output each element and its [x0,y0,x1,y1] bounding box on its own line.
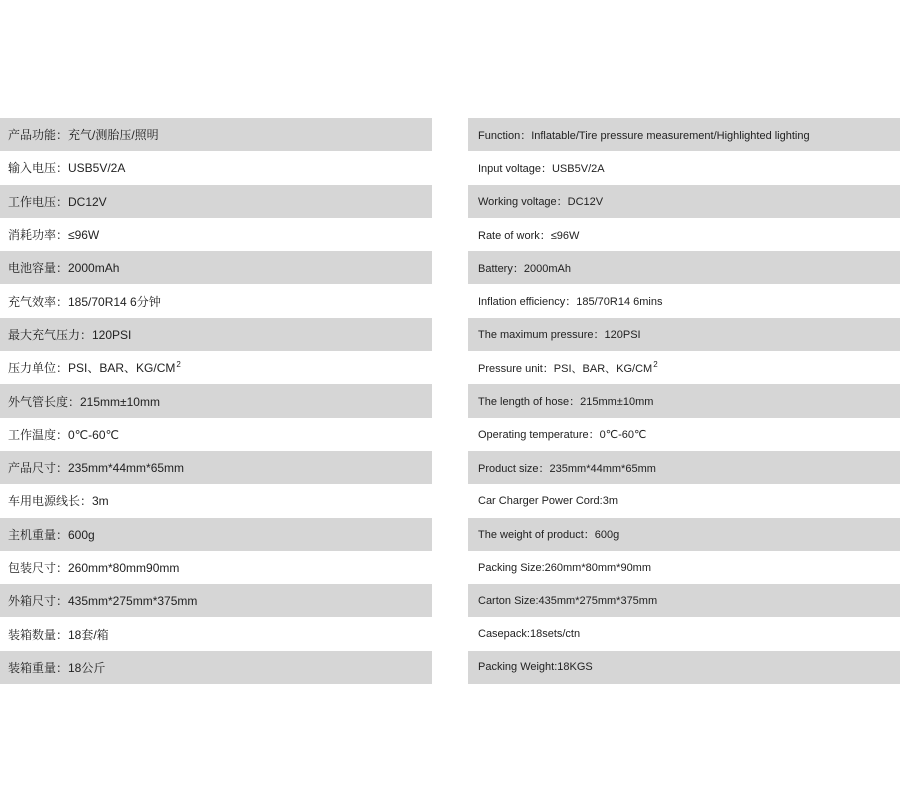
spec-row-casepack [468,617,900,650]
spec-row-working-voltage [0,185,432,218]
spec-text: The length of hose：215mm±10mm [478,396,654,409]
spec-text: 消耗功率：≤96W [8,228,100,243]
spec-row-packing-size [0,551,432,584]
spec-text: Pressure unit：PSI、BAR、KG/CM [478,362,653,375]
spec-table-chinese [0,118,432,684]
spec-row-product-size [0,451,432,484]
spec-text: Battery：2000mAh [478,262,571,275]
spec-text: Rate of work：≤96W [478,229,580,242]
spec-text: 压力单位：PSI、BAR、KG/CM [8,361,176,376]
spec-row-input-voltage [468,151,900,184]
spec-row-cord-length [468,484,900,517]
spec-row-hose-length [468,384,900,417]
spec-text: 产品功能：充气/测胎压/照明 [8,128,159,143]
spec-row-packing-weight [0,651,432,684]
spec-row-pressure-unit [468,351,900,384]
spec-text: The weight of product：600g [478,529,620,542]
spec-text: 输入电压：USB5V/2A [8,161,126,176]
spec-row-inflation-efficiency [468,284,900,317]
spec-row-working-voltage [468,185,900,218]
spec-text: 装箱重量：18公斤 [8,660,106,675]
spec-row-pressure-unit [0,351,432,384]
spec-row-temperature [0,418,432,451]
spec-row-function [468,118,900,151]
spec-row-inflation-efficiency [0,284,432,317]
spec-text: Packing Weight:18KGS [478,661,593,674]
spec-row-input-voltage [0,151,432,184]
spec-text: Function：Inflatable/Tire pressure measurement/Highlighted lighting [478,129,810,142]
spec-text: 工作温度：0℃-60℃ [8,427,119,442]
spec-row-cord-length [0,484,432,517]
spec-text: 外气管长度：215mm±10mm [8,394,160,409]
spec-text: 主机重量：600g [8,527,95,542]
spec-row-power [468,218,900,251]
spec-text: The maximum pressure：120PSI [478,329,641,342]
spec-text: 车用电源线长：3m [8,494,109,509]
spec-row-hose-length [0,384,432,417]
spec-text: Packing Size:260mm*80mm*90mm [478,561,652,574]
spec-text: Carton Size:435mm*275mm*375mm [478,594,658,607]
spec-row-packing-size [468,551,900,584]
spec-row-casepack [0,617,432,650]
spec-row-carton-size [468,584,900,617]
spec-text: 最大充气压力：120PSI [8,327,132,342]
spec-row-carton-size [0,584,432,617]
superscript-mark: 2 [653,360,658,370]
spec-text: 充气效率：185/70R14 6分钟 [8,294,161,309]
spec-text: 包装尺寸：260mm*80mm90mm [8,561,180,575]
spec-row-power [0,218,432,251]
spec-text: Casepack:18sets/ctn [478,628,581,641]
spec-text: 工作电压：DC12V [8,194,107,209]
spec-text: Working voltage：DC12V [478,196,604,209]
spec-row-max-pressure [468,318,900,351]
spec-row-weight [468,518,900,551]
spec-text: Product size：235mm*44mm*65mm [478,462,656,475]
spec-row-product-size [468,451,900,484]
spec-text: Operating temperature：0℃-60℃ [478,429,647,442]
spec-row-battery [0,251,432,284]
spec-row-battery [468,251,900,284]
superscript-mark: 2 [176,360,181,370]
spec-row-weight [0,518,432,551]
spec-text: Inflation efficiency：185/70R14 6mins [478,296,663,309]
spec-text: Car Charger Power Cord:3m [478,494,618,507]
spec-text: 外箱尺寸：435mm*275mm*375mm [8,594,198,609]
spec-row-packing-weight [468,651,900,684]
spec-text: 产品尺寸：235mm*44mm*65mm [8,461,185,476]
spec-row-function [0,118,432,151]
spec-text: 电池容量：2000mAh [8,261,120,276]
spec-text: Input voltage：USB5V/2A [478,162,605,175]
spec-row-temperature [468,418,900,451]
spec-table-english [468,118,900,684]
spec-row-max-pressure [0,318,432,351]
spec-text: 装箱数量：18套/箱 [8,627,109,642]
